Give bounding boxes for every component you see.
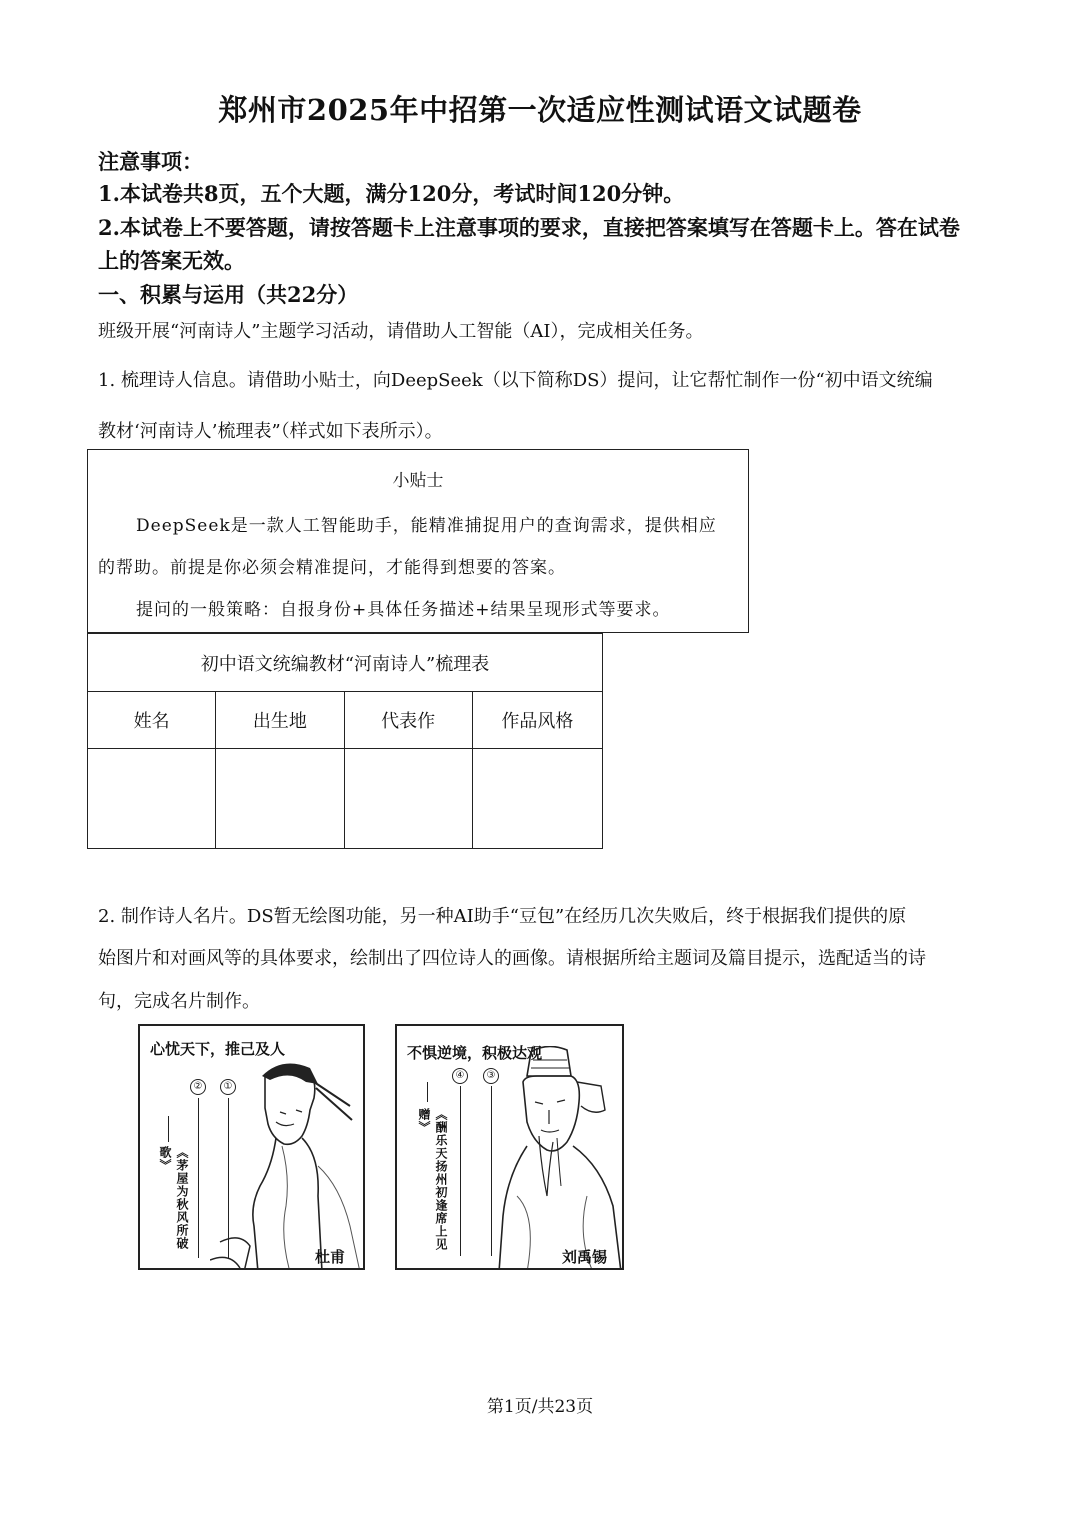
- tips-line-3: 提问的一般策略：自报身份+具体任务描述+结果呈现形式等要求。: [136, 600, 671, 620]
- table-caption: 初中语文统编教材“河南诗人”梳理表: [88, 634, 603, 692]
- question-1-line-2: 教材‘河南诗人’梳理表”（样式如下表所示）。: [98, 421, 443, 442]
- poet-card-liu-yuxi: [395, 1024, 624, 1270]
- tips-box: [87, 449, 749, 633]
- answer-line: [198, 1098, 199, 1258]
- table-cell: [472, 749, 602, 849]
- table-header-birthplace: 出生地: [216, 692, 344, 749]
- table-cell: [88, 749, 216, 849]
- card-poet-name: 杜甫: [315, 1248, 346, 1266]
- blank-marker-4: ④: [452, 1068, 468, 1084]
- du-fu-portrait: [210, 1046, 365, 1270]
- question-1-line-1: 1. 梳理诗人信息。请借助小贴士，向DeepSeek（以下简称DS）提问，让它帮忙制作一份“初中语文统编: [98, 370, 933, 391]
- card-theme: 心忧天下，推己及人: [150, 1040, 286, 1058]
- tips-title: 小贴士: [392, 471, 444, 491]
- question-2-line-1: 2. 制作诗人名片。DS暂无绘图功能，另一种AI助手“豆包”在经历几次失败后，终于根据我们提供的原: [98, 906, 907, 927]
- notice-item-2-line-1: 2.本试卷上不要答题，请按答题卡上注意事项的要求，直接把答案填写在答题卡上。答在试卷: [98, 215, 960, 240]
- table-cell: [344, 749, 472, 849]
- blank-marker-2: ②: [190, 1079, 206, 1095]
- tips-line-2: 的帮助。前提是你必须会精准提问，才能得到想要的答案。: [98, 558, 566, 578]
- page-footer: 第1页/共23页: [486, 1397, 594, 1417]
- card-theme: 不惧逆境，积极达观: [407, 1044, 543, 1062]
- liu-yuxi-portrait: [497, 1046, 624, 1270]
- poet-summary-table: [87, 633, 603, 849]
- poet-card-du-fu: [138, 1024, 365, 1270]
- answer-line: [491, 1086, 492, 1256]
- blank-marker-1: ①: [220, 1079, 236, 1095]
- page-title: 郑州市2025年中招第一次适应性测试语文试题卷: [218, 93, 862, 127]
- table-header-style: 作品风格: [472, 692, 602, 749]
- tips-line-1: DeepSeek是一款人工智能助手，能精准捕捉用户的查询需求，提供相应: [136, 516, 717, 536]
- card-source-title: 《酬乐天扬州初逢席上见赠》: [417, 1108, 448, 1251]
- question-2-line-2: 始图片和对画风等的具体要求，绘制出了四位诗人的画像。请根据所给主题词及篇目提示，选配适当的诗: [98, 948, 926, 969]
- section-intro: 班级开展“河南诗人”主题学习活动，请借助人工智能（AI），完成相关任务。: [98, 321, 704, 342]
- dash-line: [168, 1116, 169, 1142]
- notice-item-2-line-2: 上的答案无效。: [98, 248, 245, 273]
- card-poet-name: 刘禹锡: [562, 1248, 608, 1266]
- blank-marker-3: ③: [483, 1068, 499, 1084]
- card-source-title: 《茅屋为秋风所破歌》: [158, 1146, 189, 1250]
- table-header-works: 代表作: [344, 692, 472, 749]
- answer-line: [460, 1086, 461, 1256]
- notice-heading: 注意事项：: [98, 149, 203, 174]
- question-2-line-3: 句，完成名片制作。: [98, 991, 260, 1012]
- notice-item-1: 1.本试卷共8页，五个大题，满分120分，考试时间120分钟。: [98, 181, 685, 206]
- table-cell: [216, 749, 344, 849]
- dash-line: [427, 1082, 428, 1102]
- table-header-name: 姓名: [88, 692, 216, 749]
- section-heading: 一、积累与运用（共22分）: [98, 282, 359, 307]
